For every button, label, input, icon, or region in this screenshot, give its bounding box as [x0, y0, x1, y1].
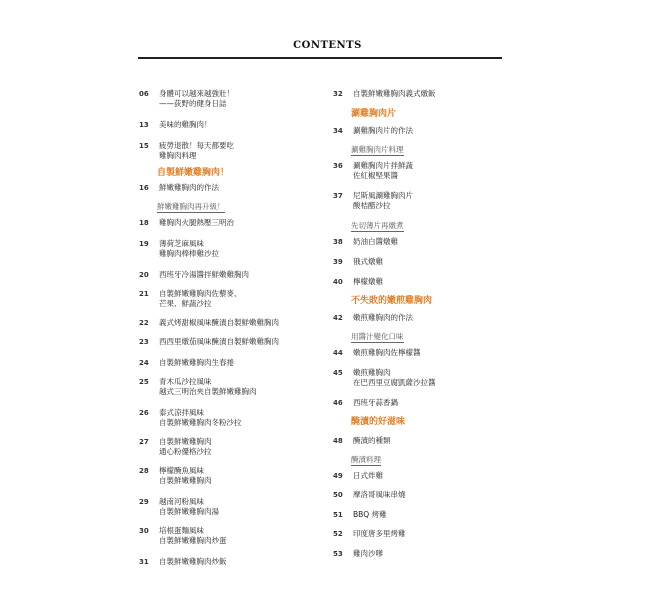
toc-entry: [139, 437, 309, 457]
toc-entry: [139, 526, 309, 546]
entry-title: 涮雞胸肉片的作法: [353, 126, 413, 135]
subsection-label: 醃漬料理: [351, 455, 381, 464]
subsection-label: 涮雞胸肉片料理: [351, 145, 404, 154]
subsection-label: 鮮嫩雞胸肉再升級！: [157, 202, 225, 211]
entry-title: 自製鮮嫩雞胸肉佐藜麥、 芒果、鮮蔬沙拉: [159, 289, 242, 308]
entry-title: 雞肉沙嗲: [353, 549, 383, 558]
entry-title: 檸檬燉雞: [353, 277, 383, 286]
toc-entry: [139, 141, 309, 161]
entry-title: 薄荷芝麻風味 雞胸肉棒棒雞沙拉: [159, 239, 219, 258]
page-number: 32: [333, 90, 343, 98]
entry-title: 嫩煎雞胸肉佐檸檬醬: [353, 348, 421, 357]
toc-left-column: [139, 89, 309, 567]
page-number: 21: [139, 290, 149, 298]
page-number: 15: [139, 142, 149, 150]
subsection-label: 用醬汁變化口味: [351, 332, 404, 341]
entry-title: 嫩煎雞胸肉 在巴西里豆腐凱薩沙拉醬: [353, 368, 436, 387]
page-number: 06: [139, 90, 149, 98]
toc-entry: [139, 183, 309, 193]
toc-entry: [333, 237, 503, 247]
entry-title: 雞胸肉火腿熱壓三明治: [159, 218, 234, 227]
toc-entry: [139, 270, 309, 280]
entry-title: BBQ 烤雞: [353, 510, 387, 519]
toc-entry: [139, 557, 309, 567]
page-number: 38: [333, 238, 343, 246]
page-number: 26: [139, 409, 149, 417]
page-number: 53: [333, 550, 343, 558]
section-heading: 涮雞胸肉片: [351, 109, 397, 119]
toc-entry: [333, 549, 503, 559]
toc-entry: [139, 358, 309, 368]
toc-entry: [333, 191, 503, 211]
page-number: 51: [333, 511, 343, 519]
toc-entry: [139, 377, 309, 397]
toc-entry: [139, 466, 309, 486]
page-number: 28: [139, 467, 149, 475]
entry-title: 培根蛋麵風味 自製鮮嫩雞胸肉炒蛋: [159, 526, 227, 545]
page-number: 40: [333, 278, 343, 286]
page-number: 39: [333, 258, 343, 266]
toc-entry: [333, 529, 503, 539]
toc-entry: [139, 218, 309, 228]
page-number: 18: [139, 219, 149, 227]
entry-title: 尼斯風涮雞胸肉片 酸桔醋沙拉: [353, 191, 413, 210]
page-number: 20: [139, 271, 149, 279]
subsection-heading: [333, 221, 503, 231]
entry-title: 青木瓜沙拉風味 越式三明治夾自製鮮嫩雞胸肉: [159, 377, 257, 396]
toc-entry: [333, 313, 503, 323]
toc-entry: [139, 120, 309, 130]
entry-title: 西西里燉茄風味醃漬自製鮮嫩雞胸肉: [159, 337, 279, 346]
entry-title: 醃漬的種類: [353, 436, 391, 445]
contents-title: CONTENTS: [293, 40, 362, 51]
toc-entry: [333, 490, 503, 500]
subsection-label: 先切薄片再燉煮: [351, 221, 404, 230]
page-number: 48: [333, 437, 343, 445]
page-number: 27: [139, 438, 149, 446]
toc-entry: [333, 277, 503, 287]
page-number: 25: [139, 378, 149, 386]
page-number: 49: [333, 472, 343, 480]
toc-right-column: [333, 89, 503, 559]
entry-title: 鮮嫩雞胸肉的作法: [159, 183, 219, 192]
entry-title: 義式烤甜椒風味醃漬自製鮮嫩雞胸肉: [159, 318, 279, 327]
entry-title: 西班牙蒜香鍋: [353, 398, 398, 407]
section-heading: 自製鮮嫩雞胸肉！: [157, 168, 230, 178]
page-number: 24: [139, 359, 149, 367]
entry-title: 奶油白醬燉雞: [353, 237, 398, 246]
entry-title: 檸檬醃魚風味 自製鮮嫩雞胸肉: [159, 466, 212, 485]
toc-entry: [139, 289, 309, 309]
page-number: 42: [333, 314, 343, 322]
toc-entry: [333, 89, 503, 99]
page-number: 46: [333, 399, 343, 407]
subsection-heading: [139, 202, 309, 212]
entry-title: 摩洛哥風味串燒: [353, 490, 406, 499]
page-number: 29: [139, 498, 149, 506]
section-heading: 醃漬的好滋味: [351, 417, 406, 427]
section-heading: 不失敗的嫩煎雞胸肉: [351, 296, 433, 306]
page-number: 30: [139, 527, 149, 535]
page-number: 31: [139, 558, 149, 566]
toc-entry: [333, 126, 503, 136]
subsection-heading: [333, 145, 503, 155]
toc-entry: [333, 348, 503, 358]
page-number: 22: [139, 319, 149, 327]
entry-title: 日式炸雞: [353, 471, 383, 480]
entry-title: 泰式涼拌風味 自製鮮嫩雞胸肉冬粉沙拉: [159, 408, 242, 427]
toc-entry: [139, 497, 309, 517]
entry-title: 嫩煎雞胸肉的作法: [353, 313, 413, 322]
toc-entry: [139, 318, 309, 328]
page-number: 44: [333, 349, 343, 357]
toc-entry: [139, 89, 309, 109]
subsection-heading: [333, 332, 503, 342]
toc-entry: [333, 368, 503, 388]
entry-title: 涮雞胸肉片拌鮮蔬 佐紅椒堅果醬: [353, 161, 413, 180]
entry-title: 自製鮮嫩雞胸肉 通心粉優格沙拉: [159, 437, 212, 456]
page-number: 16: [139, 184, 149, 192]
toc-entry: [333, 161, 503, 181]
toc-entry: [139, 239, 309, 259]
entry-title: 越南河粉風味 自製鮮嫩雞胸肉湯: [159, 497, 219, 516]
entry-title: 自製鮮嫩雞胸肉炒飯: [159, 557, 227, 566]
page-number: 37: [333, 192, 343, 200]
toc-entry: [333, 471, 503, 481]
page-number: 50: [333, 491, 343, 499]
page-number: 52: [333, 530, 343, 538]
toc-entry: [139, 408, 309, 428]
toc-entry: [333, 398, 503, 408]
page-number: 45: [333, 369, 343, 377]
page-number: 23: [139, 338, 149, 346]
entry-title: 自製鮮嫩雞胸肉義式燉飯: [353, 89, 436, 98]
subsection-heading: [333, 455, 503, 465]
entry-title: 美味的雞胸肉！: [159, 120, 212, 129]
page-number: 34: [333, 127, 343, 135]
toc-entry: [333, 257, 503, 267]
entry-title: 印度唐多里烤雞: [353, 529, 406, 538]
entry-title: 俄式燉雞: [353, 257, 383, 266]
entry-title: 自製鮮嫩雞胸肉生春捲: [159, 358, 234, 367]
toc-entry: [333, 436, 503, 446]
toc-entry: [139, 337, 309, 347]
page-number: 13: [139, 121, 149, 129]
entry-title: 西班牙冷湯醬拌鮮嫩雞胸肉: [159, 270, 249, 279]
toc-entry: [333, 510, 503, 520]
page-number: 19: [139, 240, 149, 248]
entry-title: 身體可以越來越強壯！ ——荻野的健身日誌: [159, 89, 234, 108]
title-rule: [138, 57, 502, 59]
page-number: 36: [333, 162, 343, 170]
entry-title: 疲勞退散！每天都要吃 雞胸肉料理: [159, 141, 234, 160]
